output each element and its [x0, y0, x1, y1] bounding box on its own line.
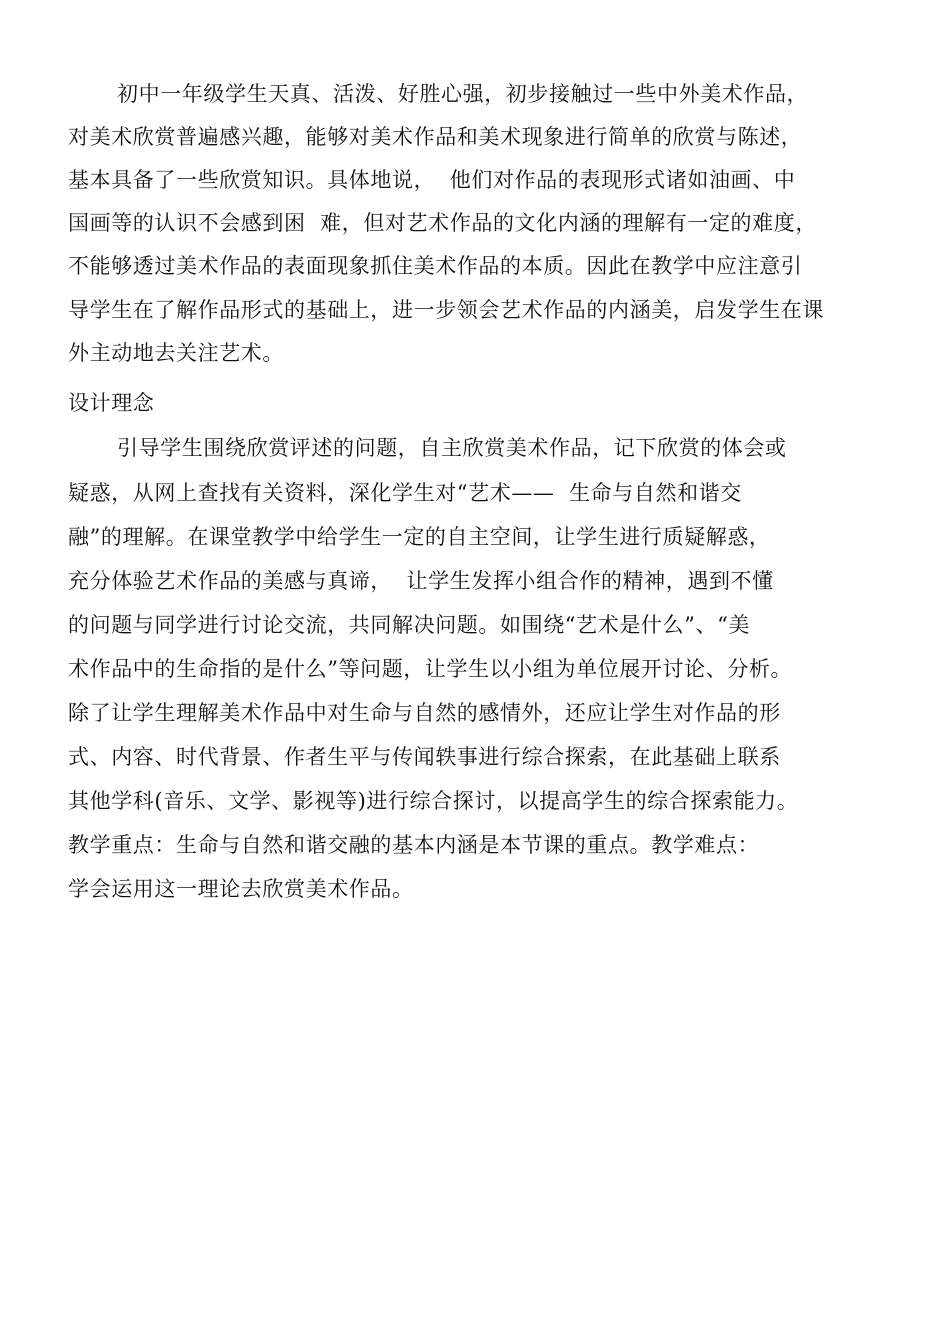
paragraph-1-line-7: 外主动地去关注艺术。	[68, 341, 284, 365]
paragraph-2-line-11: 学会运用这一理论去欣赏美术作品。	[68, 877, 414, 901]
paragraph-2-line-7: 除了让学生理解美术作品中对生命与自然的感情外，还应让学生对作品的形	[68, 701, 781, 725]
paragraph-1-line-1: 初中一年级学生天真、活泼、好胜心强，初步接触过一些中外美术作品，	[117, 82, 809, 106]
paragraph-2-line-8: 式、内容、时代背景、作者生平与传闻轶事进行综合探索，在此基础上联系	[68, 745, 781, 769]
paragraph-2-line-3: 融”的理解。在课堂教学中给学生一定的自主空间，让学生进行质疑解惑，	[68, 525, 771, 549]
paragraph-1-line-2: 对美术欣赏普遍感兴趣，能够对美术作品和美术现象进行简单的欣赏与陈述，	[68, 125, 803, 149]
paragraph-1-line-5: 不能够透过美术作品的表面现象抓住美术作品的本质。因此在教学中应注意引	[68, 254, 803, 278]
paragraph-1-line-6: 导学生在了解作品形式的基础上，进一步领会艺术作品的内涵美，启发学生在课	[68, 298, 824, 322]
paragraph-2-line-2: 疑惑，从网上查找有关资料，深化学生对“艺术—— 生命与自然和谐交	[68, 481, 742, 505]
paragraph-2-line-10: 教学重点：生命与自然和谐交融的基本内涵是本节课的重点。教学难点：	[68, 833, 760, 857]
paragraph-2-line-1: 引导学生围绕欣赏评述的问题，自主欣赏美术作品，记下欣赏的体会或	[117, 436, 787, 460]
paragraph-2-line-4: 充分体验艺术作品的美感与真谛， 让学生发挥小组合作的精神，遇到不懂	[68, 569, 774, 593]
paragraph-2-line-9: 其他学科(音乐、文学、影视等)进行综合探讨，以提高学生的综合探索能力。	[68, 789, 799, 813]
paragraph-2-line-6: 术作品中的生命指的是什么”等问题，让学生以小组为单位展开讨论、分析。	[68, 657, 793, 681]
paragraph-1-line-3: 基本具备了一些欣赏知识。具体地说， 他们对作品的表现形式诸如油画、中	[68, 168, 796, 192]
section-title: 设计理念	[68, 391, 155, 415]
paragraph-2-line-5: 的问题与同学进行讨论交流，共同解决问题。如围绕“艺术是什么”、“美	[68, 613, 751, 637]
paragraph-1-line-4: 国画等的认识不会感到困 难，但对艺术作品的文化内涵的理解有一定的难度，	[68, 211, 817, 235]
